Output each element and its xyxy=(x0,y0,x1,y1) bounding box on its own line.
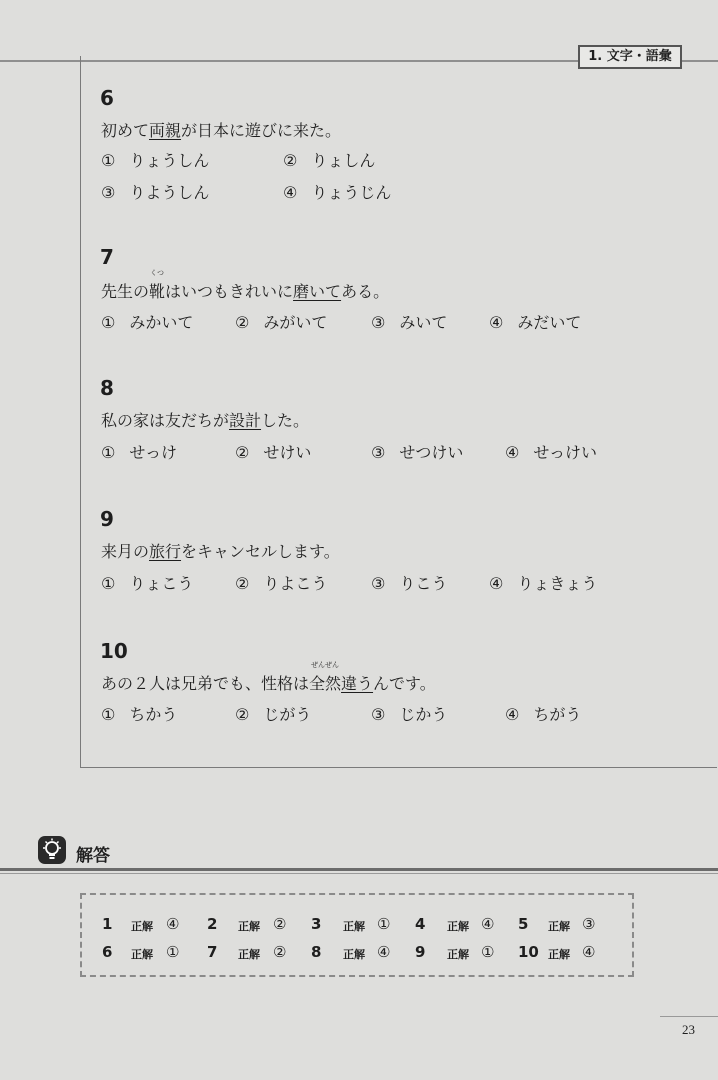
question-number: 8 xyxy=(100,376,114,400)
option-4[interactable]: ④ りょきょう xyxy=(489,574,598,593)
ruby-word: 靴 くつ xyxy=(149,269,166,301)
option-2[interactable]: ② じがう xyxy=(235,705,312,724)
option-3[interactable]: ③ せつけい xyxy=(371,443,464,462)
question-text: あの２人は兄弟でも、性格は全然 ぜんぜん 違うんです。 xyxy=(101,661,436,693)
question-text: 私の家は友だちが設計した。 xyxy=(101,411,310,430)
underlined-word: 設計 xyxy=(229,411,262,430)
option-1[interactable]: ① りょこう xyxy=(101,574,194,593)
option-2[interactable]: ② りょしん xyxy=(283,151,376,170)
page-number: 23 xyxy=(682,1022,695,1037)
option-2[interactable]: ② せけい xyxy=(235,443,312,462)
option-3[interactable]: ③ じかう xyxy=(371,705,448,724)
underlined-word: 旅行 xyxy=(149,542,182,561)
furigana: ぜんぜん xyxy=(311,661,340,669)
option-1[interactable]: ① みかいて xyxy=(101,313,194,332)
option-3[interactable]: ③ みいて xyxy=(371,313,448,332)
option-1[interactable]: ① せっけ xyxy=(101,443,178,462)
option-3[interactable]: ③ りこう xyxy=(371,574,448,593)
section-tab: 1. 文字・語彙 xyxy=(578,45,682,69)
option-1[interactable]: ① りょうしん xyxy=(101,151,210,170)
question-text: 来月の旅行をキャンセルします。 xyxy=(101,542,340,561)
answer-key-box xyxy=(80,893,634,977)
lightbulb-icon xyxy=(38,836,66,864)
furigana: くつ xyxy=(150,269,165,277)
option-4[interactable]: ④ ちがう xyxy=(505,705,582,724)
ruby-word: 全然 ぜんぜん xyxy=(309,661,342,693)
underlined-word: 磨いて xyxy=(293,282,342,301)
answers-rule xyxy=(0,868,718,871)
option-4[interactable]: ④ みだいて xyxy=(489,313,582,332)
option-3[interactable]: ③ りようしん xyxy=(101,183,210,202)
question-number: 6 xyxy=(100,86,114,110)
option-1[interactable]: ① ちかう xyxy=(101,705,178,724)
option-4[interactable]: ④ りょうじん xyxy=(283,183,392,202)
footer-rule xyxy=(660,1016,718,1017)
option-2[interactable]: ② りよこう xyxy=(235,574,328,593)
underlined-word: 違う xyxy=(341,674,374,693)
question-text: 初めて両親が日本に遊びに来た。 xyxy=(101,121,342,140)
answers-title: 解答 xyxy=(76,846,110,866)
answers-rule-thin xyxy=(0,873,718,874)
question-number: 9 xyxy=(100,507,114,531)
question-number: 10 xyxy=(100,639,128,663)
option-4[interactable]: ④ せっけい xyxy=(505,443,598,462)
underlined-word: 両親 xyxy=(149,121,182,140)
question-text: 先生の靴 くつ はいつもきれいに磨いてある。 xyxy=(101,269,390,301)
option-2[interactable]: ② みがいて xyxy=(235,313,328,332)
question-number: 7 xyxy=(100,245,114,269)
